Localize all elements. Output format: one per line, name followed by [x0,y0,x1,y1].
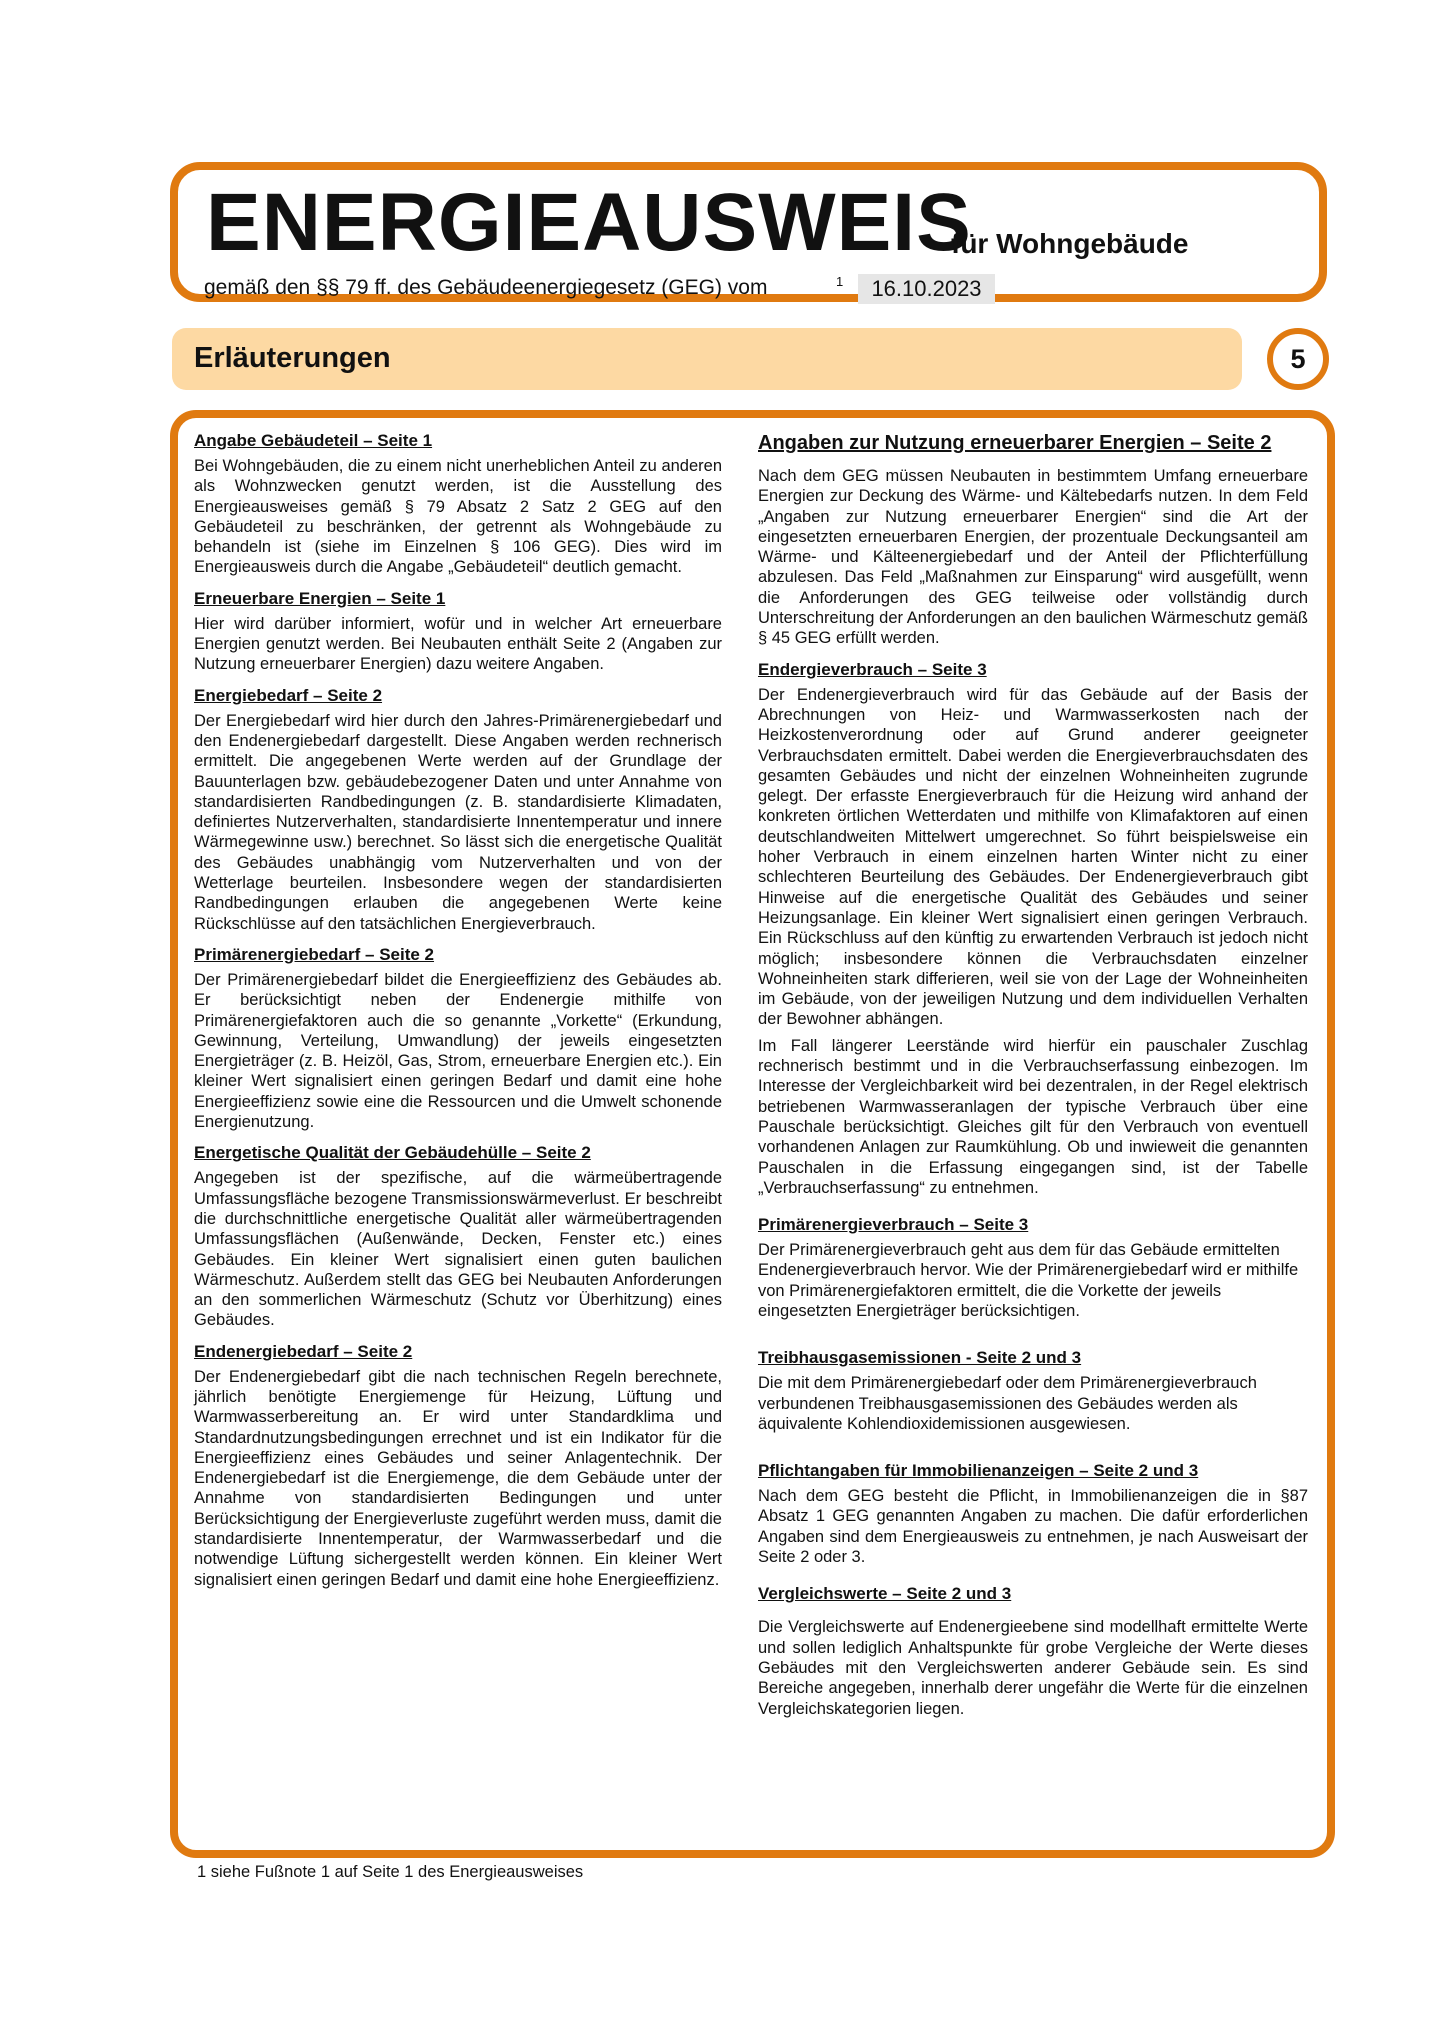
section-text: Im Fall längerer Leerstände wird hierfür ein pauschaler Zuschlag rechnerisch bestimmt und in die Verbrauchserfassung einbezogen. Im Interesse der Vergleichbarkeit wird bei dezentralen, in der Regel elektrisch betriebenen Warmwasseranlagen der typische Verbrauch über eine Pauschale berücksichtigt. Gleiches gilt für den Verbrauch von eventuell vorhandenen Anlagen zur Raumkühlung. Ob und inwieweit die genannten Pauschalen in die Erfassung eingegangen sind, ist der Tabelle „Verbrauchserfassung“ zu entnehmen. [758,1036,1308,1197]
section-nutzung-erneuerbarer-energien [758,430,1308,649]
left-column [194,430,722,1600]
section-heading: Energetische Qualität der Gebäudehülle – Seite 2 [194,1143,591,1163]
section-heading: Energiebedarf – Seite 2 [194,685,383,705]
document-title: ENERGIEAUSWEIS [206,177,972,268]
section-title: Erläuterungen [194,342,391,374]
section-heading: Vergleichswerte – Seite 2 und 3 [758,1584,1012,1604]
section-heading: Angabe Gebäudeteil – Seite 1 [194,431,433,450]
right-column [758,430,1308,1729]
header-box [170,162,1327,302]
section-gebaeudehuelle [194,1142,722,1330]
section-text: Der Energiebedarf wird hier durch den Jahres-Primärenergiebedarf und den Endenergiebedarf dargestellt. Diese Angaben werden rechnerisch ermittelt. Die angegebenen Werte werden auf der Grundlage der Bauunterlagen bzw. gebäudebezogener Daten und unter Annahme von standardisierten Randbedingungen (z. B. standardisierte Klimadaten, definiertes Nutzerverhalten, standardisierte Innentemperatur und innere Wärmegewinne usw.) berechnet. So lässt sich die energetische Qualität des Gebäudes unabhängig vom Nutzerverhalten und von der Wetterlage beurteilen. Insbesondere wegen der standardisierten Randbedingungen erlauben die angegebenen Werte keine Rückschlüsse auf den tatsächlichen Energieverbrauch. [194,711,722,933]
page-number-badge: 5 [1267,328,1329,390]
section-angabe-gebaeudeteil [194,430,722,578]
section-primaerenergieverbrauch [758,1214,1308,1321]
content-box [170,410,1335,1858]
section-heading: Treibhausgasemissionen - Seite 2 und 3 [758,1348,1082,1368]
section-endenergiebedarf [194,1341,722,1590]
document-title-suffix: für Wohngebäude [951,228,1189,259]
section-text: Der Primärenergieverbrauch geht aus dem für das Gebäude ermittelten Endenergieverbrauch hervor. Wie der Primärenergiebedarf wird er mithilfe von Primärenergiefaktoren ermittelt, die die Vorkette der jeweils eingesetzten Energieträger berücksichtigen. [758,1241,1299,1320]
section-text: Der Primärenergiebedarf bildet die Energieeffizienz des Gebäudes ab. Er berücksichtigt neben der Endenergie mithilfe von Primärenergiefaktoren auch die so genannte „Vorkette“ (Erkundung, Gewinnung, Verteilung, Umwandlung) der jeweils eingesetzten Energieträger (z. B. Heizöl, Gas, Strom, erneuerbare Energien etc.). Ein kleiner Wert signalisiert einen geringen Bedarf und damit eine hohe Energieeffizienz sowie eine die Ressourcen und die Umwelt schonende Energienutzung. [194,970,722,1132]
section-vergleichswerte [758,1583,1308,1718]
section-text: Hier wird darüber informiert, wofür und in welcher Art erneuerbare Energien genutzt werden. Bei Neubauten enthält Seite 2 (Angaben zur Nutzung erneuerbarer Energien) dazu weitere Angaben. [194,614,722,674]
section-primaerenergiebedarf [194,944,722,1132]
section-text: Die Vergleichswerte auf Endenergieebene sind modellhaft ermittelte Werte und sollen lediglich Anhaltspunkte für grobe Vergleiche der Werte dieses Gebäudes mit den Vergleichswerten anderer Gebäude sein. Es sind Bereiche angegeben, innerhalb derer ungefähr die Werte für die einzelnen Vergleichskategorien liegen. [758,1618,1308,1718]
section-energiebedarf [194,685,722,934]
issue-date: 16.10.2023 [858,274,995,304]
section-pflichtangaben [758,1460,1308,1567]
section-text: Die mit dem Primärenergiebedarf oder dem Primärenergieverbrauch verbundenen Treibhausgasemissionen des Gebäudes werden als äquivalente Kohlendioxidemissionen ausgewiesen. [758,1374,1257,1433]
section-text: Nach dem GEG besteht die Pflicht, in Immobilienanzeigen die in §87 Absatz 1 GEG genannten Angaben zu machen. Die dafür erforderlichen Angaben sind dem Energieausweis zu entnehmen, je nach Ausweisart der Seite 2 oder 3. [758,1487,1308,1567]
section-heading: Erneuerbare Energien – Seite 1 [194,588,446,608]
section-heading: Primärenergiebedarf – Seite 2 [194,944,435,964]
section-text: Bei Wohngebäuden, die zu einem nicht unerheblichen Anteil zu anderen als Wohnzwecken genutzt werden, ist die Ausstellung des Energieausweises gemäß § 79 Absatz 2 Satz 2 GEG auf den Gebäudeteil zu beschränken, der getrennt als Wohngebäude zu behandeln ist (siehe im Einzelnen § 106 GEG). Dies wird im Energieausweis durch die Angabe „Gebäudeteil“ deutlich gemacht. [194,457,722,577]
section-bar [172,328,1242,390]
section-endenergieverbrauch [758,659,1308,1198]
section-heading: Angaben zur Nutzung erneuerbarer Energien – Seite 2 [758,432,1272,454]
section-text: Nach dem GEG müssen Neubauten in bestimmtem Umfang erneuerbare Energien zur Deckung des Wärme- und Kältebedarfs nutzen. In dem Feld „Angaben zur Nutzung erneuerbarer Energien“ sind die Art der eingesetzten erneuerbaren Energien, der prozentuale Deckungsanteil am Wärme- und Kälteenergiebedarf und der Anteil der Pflichterfüllung abzulesen. Das Feld „Maßnahmen zur Einsparung“ wird ausgefüllt, wenn die Anforderungen des GEG teilweise oder vollständig durch Unterschreitung der Anforderungen an den baulichen Wärmeschutz gemäß § 45 GEG erfüllt werden. [758,467,1308,648]
section-heading: Endergieverbrauch – Seite 3 [758,659,987,679]
footnote-marker: 1 [836,274,844,289]
section-treibhausgasemissionen [758,1347,1308,1434]
section-heading: Primärenergieverbrauch – Seite 3 [758,1215,1029,1235]
section-heading: Endenergiebedarf – Seite 2 [194,1341,413,1361]
section-text: Angegeben ist der spezifische, auf die wärmeübertragende Umfassungsfläche bezogene Transmissionswärmeverlust. Er beschreibt die durchschnittliche energetische Qualität aller wärmeübertragenden Umfassungsflächen (Außenwände, Decken, Fenster etc.) eines Gebäudes. Ein kleiner Wert signalisiert einen guten baulichen Wärmeschutz. Außerdem stellt das GEG bei Neubauten Anforderungen an den sommerlichen Wärmeschutz (Schutz vor Überhitzung) eines Gebäudes. [194,1169,722,1330]
section-text: Der Endenergieverbrauch wird für das Gebäude auf der Basis der Abrechnungen von Heiz- und Warmwasserkosten nach der Heizkostenverordnung oder auf Grund anderer geeigneter Verbrauchsdaten ermittelt. Dabei werden die Energieverbrauchsdaten des gesamten Gebäudes und nicht der einzelnen Wohneinheiten zugrunde gelegt. Der erfasste Energieverbrauch für die Heizung wird anhand der konkreten örtlichen Wetterdaten und mithilfe von Klimafaktoren auf einen deutschlandweiten Mittelwert umgerechnet. So führt beispielsweise ein hoher Verbrauch in einem einzelnen harten Winter nicht zu einer schlechteren Beurteilung des Gebäudes. Der Endenergieverbrauch gibt Hinweise auf die energetische Qualität des Gebäudes und seiner Heizungsanlage. Ein kleiner Wert signalisiert einen geringen Verbrauch. Ein Rückschluss auf den künftig zu erwartenden Verbrauch ist jedoch nicht möglich; insbesondere können die Verbrauchsdaten einzelner Wohneinheiten stark differieren, weil sie von der Lage der Wohneinheiten im Gebäude, von der jeweiligen Nutzung und dem individuellen Verhalten der Bewohner abhängen. [758,685,1308,1029]
section-heading: Pflichtangaben für Immobilienanzeigen – Seite 2 und 3 [758,1461,1199,1481]
section-text: Der Endenergiebedarf gibt die nach technischen Regeln berechnete, jährlich benötigte Energiemenge für Heizung, Lüftung und Warmwasserbereitung an. Er wird unter Standardklima und Standardnutzungsbedingungen errechnet und ist ein Indikator für die Energieeffizienz eines Gebäudes und seiner Anlagentechnik. Der Endenergiebedarf ist die Energiemenge, die dem Gebäude unter der Annahme von standardisierten Bedingungen und unter Berücksichtigung der Energieverluste zugeführt werden muss, damit die standardisierte Innentemperatur, der Warmwasserbedarf und die notwendige Lüftung sichergestellt werden können. Ein kleiner Wert signalisiert einen geringen Bedarf und damit eine hohe Energieeffizienz. [194,1367,722,1589]
page-footnote: 1 siehe Fußnote 1 auf Seite 1 des Energieausweises [197,1863,584,1881]
document-subtitle: gemäß den §§ 79 ff. des Gebäudeenergiegesetz (GEG) vom [204,276,768,299]
section-erneuerbare-energien [194,588,722,675]
